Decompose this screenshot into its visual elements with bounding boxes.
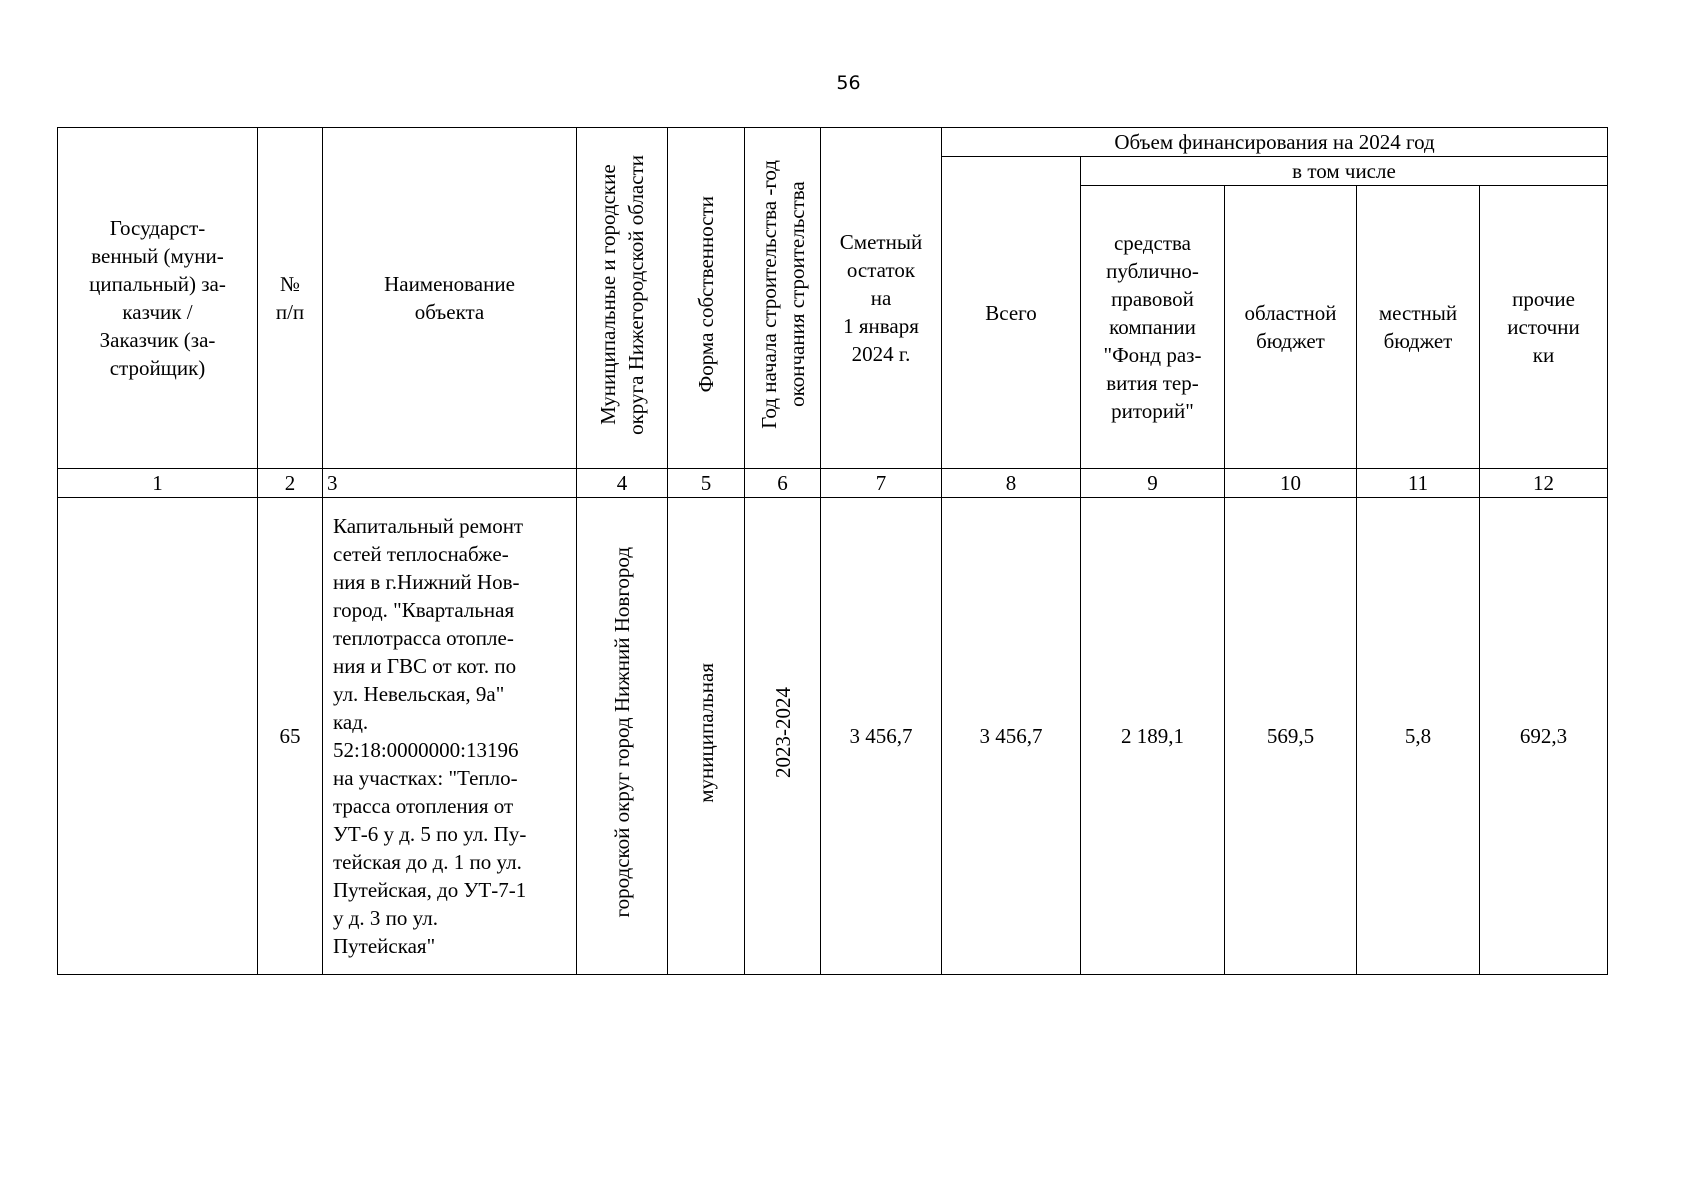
column-number: 1 [58,469,258,498]
cell-fund: 2 189,1 [1081,498,1225,975]
cell-object-name: Капитальный ремонт сетей теплоснабже- ния в г.Нижний Нов- город. "Квартальная теплотрасса отопле- ния и ГВС от кот. по ул. Невельская, 9а" кад. 52:18:0000000:13196 на участках: "Тепло- трасса отопления от УТ-6 у д. 5 по ул. Пу- тейская до д. 1 по ул. Путейская, до УТ-7-1 у д. 3 по ул. Путейская" [333,514,527,958]
cell-years: 2023-2024 [770,687,795,778]
cell-other-sources: 692,3 [1480,498,1608,975]
cell-total: 3 456,7 [942,498,1081,975]
header-including: в том числе [1081,157,1608,186]
column-number: 11 [1357,469,1480,498]
cell-regional-budget: 569,5 [1225,498,1357,975]
cell-municipality-cell [577,498,668,975]
cell-local-budget: 5,8 [1357,498,1480,975]
header-object-name: Наименование объекта [323,128,577,469]
column-number: 12 [1480,469,1608,498]
cell-ownership: муниципальная [694,662,718,803]
cell-years-cell [745,498,821,975]
header-customer: Государст- венный (муни- ципальный) за- казчик / Заказчик (за- стройщик) [58,128,258,469]
header-ownership: Форма собственности [694,196,718,393]
table-row [58,498,1608,975]
column-number: 10 [1225,469,1357,498]
cell-estimate-balance: 3 456,7 [821,498,942,975]
header-total: Всего [942,157,1081,469]
header-fund: средства публично- правовой компании "Фонд раз- вития тер- риторий" [1081,186,1225,469]
header-number: № п/п [258,128,323,469]
cell-customer [58,498,258,975]
column-number: 5 [668,469,745,498]
cell-municipality: городской округ город Нижний Новгород [610,547,634,918]
header-ownership-cell [668,128,745,469]
header-local-budget: местный бюджет [1357,186,1480,469]
cell-object-name-cell [323,498,577,975]
column-number: 3 [323,469,577,498]
cell-ownership-cell [668,498,745,975]
column-numbers-row [58,469,1608,498]
header-years: Год начала строительства -год окончания строительства [756,160,809,429]
page-number: 56 [836,72,861,94]
column-number: 7 [821,469,942,498]
header-municipality: Муниципальные и городские округа Нижегородской области [596,154,648,435]
financing-table [57,127,1608,975]
header-years-cell [745,128,821,469]
header-financing: Объем финансирования на 2024 год [942,128,1608,157]
header-estimate-balance: Сметный остаток на 1 января 2024 г. [821,128,942,469]
cell-number: 65 [258,498,323,975]
header-regional-budget: областной бюджет [1225,186,1357,469]
column-number: 6 [745,469,821,498]
header-other-sources: прочие источни ки [1480,186,1608,469]
column-number: 9 [1081,469,1225,498]
column-number: 4 [577,469,668,498]
header-municipality-cell [577,128,668,469]
column-number: 2 [258,469,323,498]
column-number: 8 [942,469,1081,498]
